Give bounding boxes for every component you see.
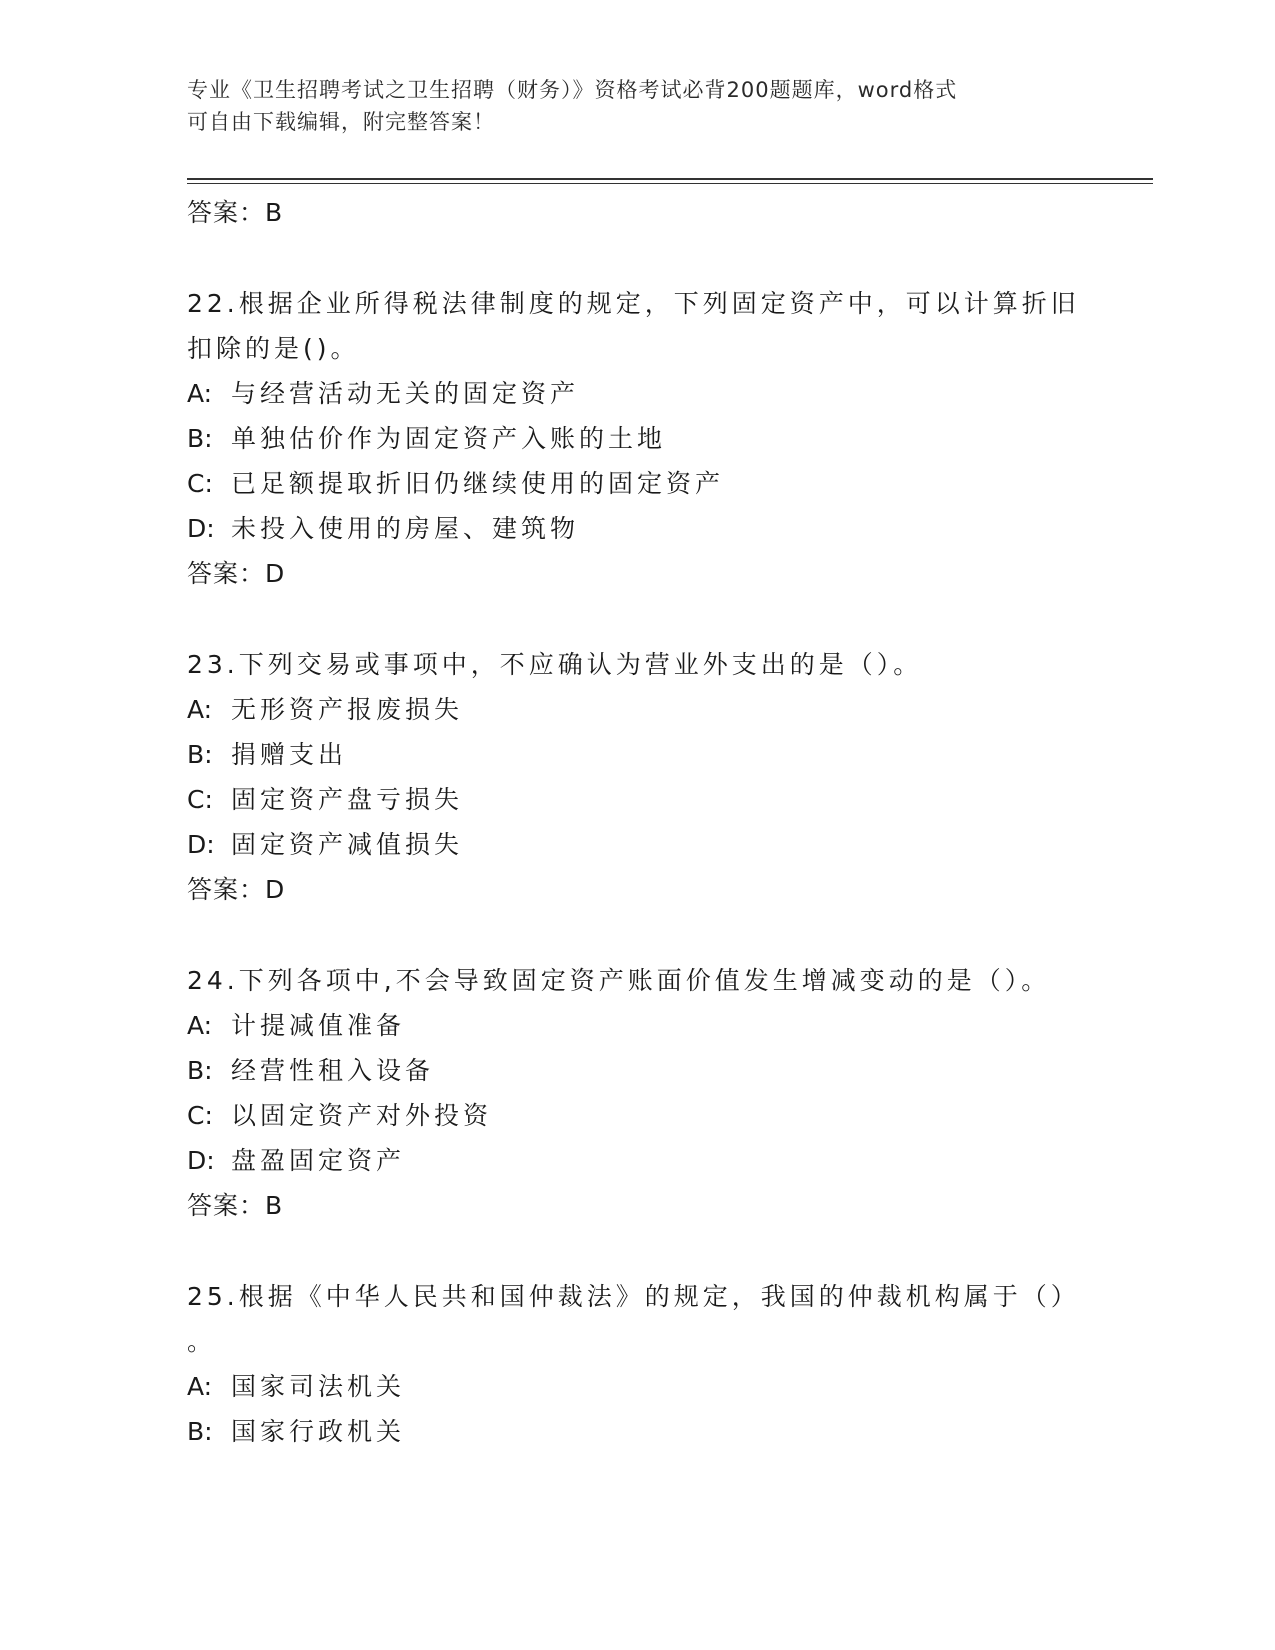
question-24 — [187, 958, 1087, 1228]
option-d — [187, 506, 1087, 551]
option-c — [187, 461, 1087, 506]
answer: 答案：B — [187, 1191, 284, 1220]
option-label: B: — [187, 740, 213, 769]
option-text: 以固定资产对外投资 — [231, 1101, 493, 1130]
option-text: 国家司法机关 — [231, 1372, 406, 1401]
option-b — [187, 416, 1087, 461]
option-label: B: — [187, 1417, 213, 1446]
question-text — [187, 642, 1087, 687]
previous-answer: 答案：B — [187, 198, 284, 227]
question-22 — [187, 281, 1087, 596]
option-label: C: — [187, 785, 213, 814]
question-text — [187, 281, 1087, 371]
option-a — [187, 1003, 1087, 1048]
option-a — [187, 1364, 1087, 1409]
answer: 答案：D — [187, 559, 286, 588]
option-label: B: — [187, 1056, 213, 1085]
option-text: 固定资产减值损失 — [231, 830, 464, 859]
option-label: D: — [187, 514, 215, 543]
option-label: A: — [187, 1372, 213, 1401]
option-text: 计提减值准备 — [231, 1011, 406, 1040]
question-line: 24.下列各项中,不会导致固定资产账面价值发生增减变动的是（）。 — [187, 966, 1051, 995]
header-divider-thin — [187, 183, 1153, 184]
option-text: 未投入使用的房屋、建筑物 — [231, 514, 580, 543]
option-text: 单独估价作为固定资产入账的土地 — [231, 424, 667, 453]
option-label: B: — [187, 424, 213, 453]
option-label: C: — [187, 469, 213, 498]
option-c — [187, 1093, 1087, 1138]
option-label: A: — [187, 695, 213, 724]
question-text — [187, 958, 1087, 1003]
option-label: A: — [187, 1011, 213, 1040]
question-line: 23.下列交易或事项中，不应确认为营业外支出的是（）。 — [187, 650, 923, 679]
question-25 — [187, 1274, 1087, 1454]
question-line: 扣除的是()。 — [187, 334, 360, 363]
option-label: D: — [187, 1146, 215, 1175]
option-text: 捐赠支出 — [231, 740, 348, 769]
question-23 — [187, 642, 1087, 912]
option-a — [187, 371, 1087, 416]
header-line-1: 专业《卫生招聘考试之卫生招聘（财务）》资格考试必背200题题库，word格式 — [187, 78, 958, 102]
option-text: 无形资产报废损失 — [231, 695, 464, 724]
option-text: 与经营活动无关的固定资产 — [231, 379, 580, 408]
question-line: 。 — [187, 1327, 217, 1356]
header-divider-thick — [187, 178, 1153, 180]
option-c — [187, 777, 1087, 822]
header-line-2: 可自由下载编辑，附完整答案！ — [187, 110, 495, 134]
option-d — [187, 1138, 1087, 1183]
option-text: 已足额提取折旧仍继续使用的固定资产 — [231, 469, 725, 498]
question-text — [187, 1274, 1087, 1364]
question-line: 22.根据企业所得税法律制度的规定，下列固定资产中，可以计算折旧 — [187, 289, 1080, 318]
option-b — [187, 1409, 1087, 1454]
document-body — [187, 190, 1087, 1454]
document-header — [187, 74, 1067, 138]
option-a — [187, 687, 1087, 732]
option-text: 固定资产盘亏损失 — [231, 785, 464, 814]
option-label: D: — [187, 830, 215, 859]
option-label: C: — [187, 1101, 213, 1130]
option-b — [187, 1048, 1087, 1093]
option-label: A: — [187, 379, 213, 408]
option-d — [187, 822, 1087, 867]
option-text: 盘盈固定资产 — [231, 1146, 406, 1175]
option-text: 国家行政机关 — [231, 1417, 406, 1446]
option-b — [187, 732, 1087, 777]
question-line: 25.根据《中华人民共和国仲裁法》的规定，我国的仲裁机构属于（） — [187, 1282, 1080, 1311]
answer: 答案：D — [187, 875, 286, 904]
option-text: 经营性租入设备 — [231, 1056, 435, 1085]
